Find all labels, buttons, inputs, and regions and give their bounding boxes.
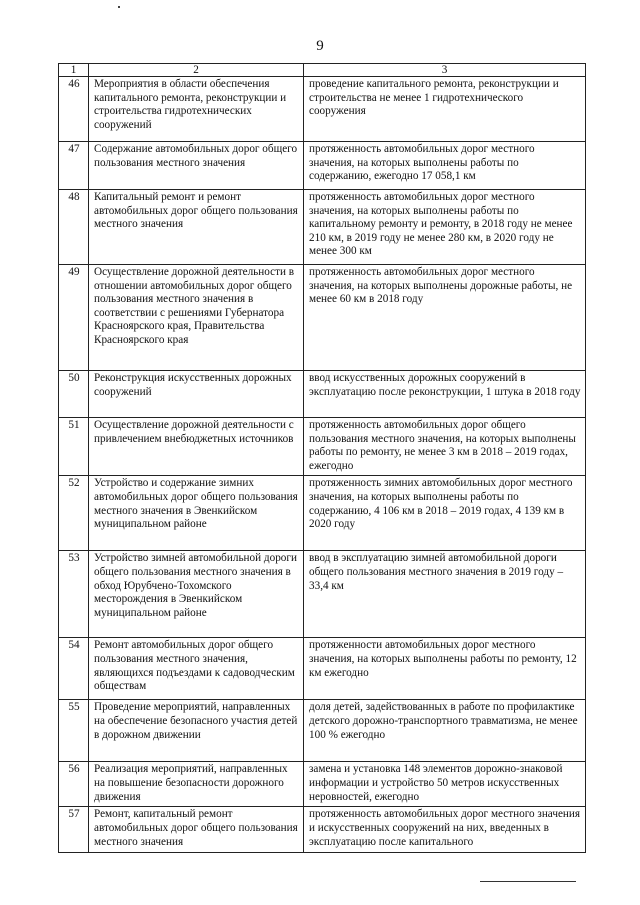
activity-cell: Ремонт автомобильных дорог общего пользования местного значения, являющихся подъездами к садоводческим обществам bbox=[89, 638, 304, 700]
indicator-cell: протяженности автомобильных дорог местного значения, на которых выполнены работы по ремонту, 12 км ежегодно bbox=[304, 638, 586, 700]
row-number: 57 bbox=[59, 807, 89, 853]
row-number: 50 bbox=[59, 371, 89, 418]
row-number: 53 bbox=[59, 551, 89, 638]
table-row bbox=[59, 762, 586, 807]
indicator-cell: ввод искусственных дорожных сооружений в эксплуатацию после реконструкции, 1 штука в 2018 году bbox=[304, 371, 586, 418]
indicator-cell: протяженность автомобильных дорог местного значения, на которых выполнены работы по капитальному ремонту и ремонту, в 2018 году не менее 210 км, в 2019 году не менее 280 км, в 2020 году не менее 300 км bbox=[304, 190, 586, 265]
activity-cell: Реконструкция искусственных дорожных сооружений bbox=[89, 371, 304, 418]
activity-cell: Устройство зимней автомобильной дороги общего пользования местного значения в обход Юрубчено-Тохомского месторождения в Эвенкийском муниципальном районе bbox=[89, 551, 304, 638]
footer-rule bbox=[480, 881, 576, 882]
activity-cell: Проведение мероприятий, направленных на обеспечение безопасного участия детей в дорожном движении bbox=[89, 700, 304, 762]
indicator-cell: протяженность автомобильных дорог местного значения, на которых выполнены работы по содержанию, ежегодно 17 058,1 км bbox=[304, 142, 586, 190]
activity-cell: Осуществление дорожной деятельности с привлечением внебюджетных источников bbox=[89, 418, 304, 476]
column-header-3: 3 bbox=[304, 64, 586, 77]
table-row bbox=[59, 807, 586, 853]
table-row bbox=[59, 265, 586, 371]
activity-cell: Мероприятия в области обеспечения капитального ремонта, реконструкции и строительства гидротехнических сооружений bbox=[89, 77, 304, 142]
row-number: 47 bbox=[59, 142, 89, 190]
indicator-cell: протяженность автомобильных дорог местного значения и искусственных сооружений на них, введенных в эксплуатацию после капитального bbox=[304, 807, 586, 853]
scan-speck bbox=[118, 6, 120, 8]
indicator-cell: замена и установка 148 элементов дорожно-знаковой информации и устройство 50 метров искусственных неровностей, ежегодно bbox=[304, 762, 586, 807]
indicator-cell: протяженность автомобильных дорог общего пользования местного значения, на которых выполнены работы по ремонту, не менее 3 км в 2018 – 2019 годах, ежегодно bbox=[304, 418, 586, 476]
indicator-cell: ввод в эксплуатацию зимней автомобильной дороги общего пользования местного значения в 2019 году – 33,4 км bbox=[304, 551, 586, 638]
activity-cell: Осуществление дорожной деятельности в отношении автомобильных дорог общего пользования местного значения в соответствии с решениями Губернатора Красноярского края, Правительства Красноярского края bbox=[89, 265, 304, 371]
table-row bbox=[59, 551, 586, 638]
activity-cell: Устройство и содержание зимних автомобильных дорог общего пользования местного значения в Эвенкийском муниципальном районе bbox=[89, 476, 304, 551]
table-row bbox=[59, 371, 586, 418]
row-number: 46 bbox=[59, 77, 89, 142]
row-number: 56 bbox=[59, 762, 89, 807]
table-row bbox=[59, 638, 586, 700]
table-row bbox=[59, 700, 586, 762]
table-row bbox=[59, 190, 586, 265]
page-number: 9 bbox=[316, 38, 324, 54]
activity-cell: Реализация мероприятий, направленных на повышение безопасности дорожного движения bbox=[89, 762, 304, 807]
indicator-cell: проведение капитального ремонта, реконструкции и строительства не менее 1 гидротехнического сооружения bbox=[304, 77, 586, 142]
row-number: 55 bbox=[59, 700, 89, 762]
row-number: 54 bbox=[59, 638, 89, 700]
row-number: 48 bbox=[59, 190, 89, 265]
indicator-cell: протяженность зимних автомобильных дорог местного значения, на которых выполнены работы по содержанию, 4 106 км в 2018 – 2019 годах, 4 139 км в 2020 году bbox=[304, 476, 586, 551]
row-number: 51 bbox=[59, 418, 89, 476]
indicator-cell: протяженность автомобильных дорог местного значения, на которых выполнены дорожные работы, не менее 60 км в 2018 году bbox=[304, 265, 586, 371]
table-row bbox=[59, 77, 586, 142]
column-header-1: 1 bbox=[59, 64, 89, 77]
table-row bbox=[59, 142, 586, 190]
table-header-row bbox=[59, 64, 586, 77]
row-number: 49 bbox=[59, 265, 89, 371]
row-number: 52 bbox=[59, 476, 89, 551]
table-row bbox=[59, 418, 586, 476]
activities-table bbox=[58, 63, 586, 853]
activity-cell: Содержание автомобильных дорог общего пользования местного значения bbox=[89, 142, 304, 190]
activity-cell: Ремонт, капитальный ремонт автомобильных дорог общего пользования местного значения bbox=[89, 807, 304, 853]
table-row bbox=[59, 476, 586, 551]
activity-cell: Капитальный ремонт и ремонт автомобильных дорог общего пользования местного значения bbox=[89, 190, 304, 265]
indicator-cell: доля детей, задействованных в работе по профилактике детского дорожно-транспортного травматизма, не менее 100 % ежегодно bbox=[304, 700, 586, 762]
column-header-2: 2 bbox=[89, 64, 304, 77]
